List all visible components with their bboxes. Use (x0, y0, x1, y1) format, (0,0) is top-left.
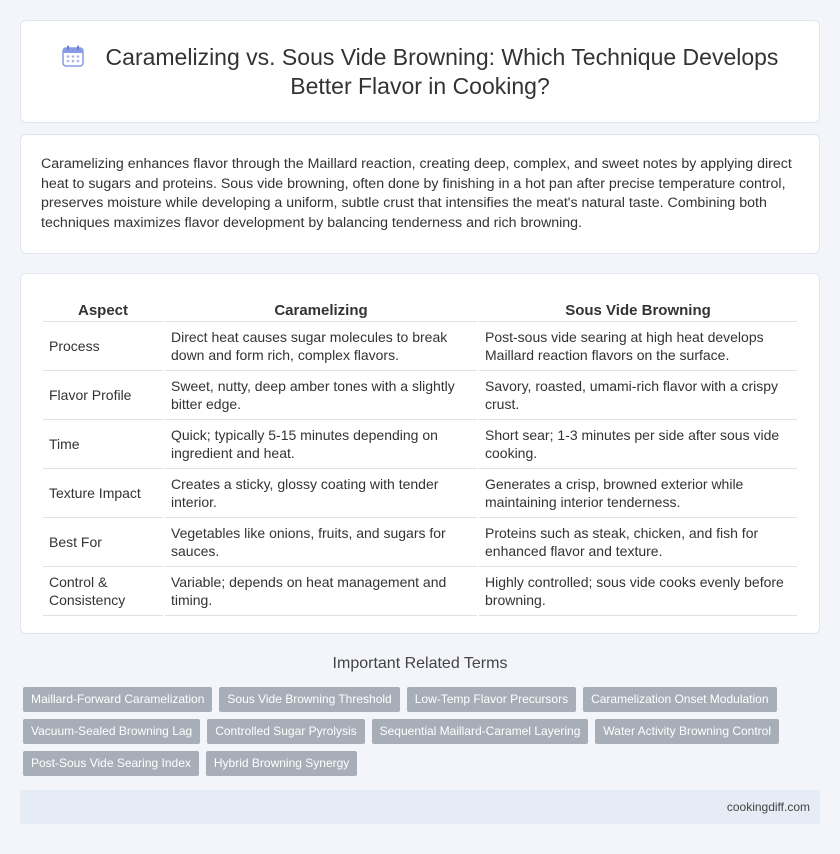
cell-caramelizing: Variable; depends on heat management and timing. (165, 567, 477, 616)
related-terms-title: Important Related Terms (332, 655, 508, 672)
cell-sous-vide: Highly controlled; sous vide cooks evenly before browning. (479, 567, 797, 616)
related-term-tag[interactable]: Sous Vide Browning Threshold (219, 687, 399, 712)
related-term-tag[interactable]: Hybrid Browning Synergy (206, 751, 357, 776)
related-term-tag[interactable]: Controlled Sugar Pyrolysis (207, 719, 364, 744)
related-term-tag[interactable]: Water Activity Browning Control (595, 719, 779, 744)
table-row (43, 322, 797, 371)
header-sous-vide: Sous Vide Browning (479, 296, 797, 322)
comparison-card (20, 273, 820, 634)
table-row (43, 518, 797, 567)
title-card (20, 20, 820, 123)
intro-card (20, 134, 820, 254)
intro-paragraph: Caramelizing enhances flavor through the Maillard reaction, creating deep, complex, and sweet notes by applying direct heat to sugars and proteins. Sous vide browning, often done by finishing in a hot pan after precise temperature control, preserves moisture while developing a uniform, subtle crust that intensifies the meat's natural taste. Combining both techniques maximizes flavor development by balancing tenderness and rich browning. (41, 156, 792, 231)
table-row (43, 420, 797, 469)
cell-sous-vide: Post-sous vide searing at high heat develops Maillard reaction flavors on the surface. (479, 322, 797, 371)
page-title-wrap (21, 43, 819, 101)
cell-aspect: Flavor Profile (43, 371, 163, 420)
related-terms-list (23, 687, 803, 783)
comparison-table (41, 296, 799, 616)
related-term-tag[interactable]: Vacuum-Sealed Browning Lag (23, 719, 200, 744)
table-row (43, 371, 797, 420)
footer-site-link[interactable]: cookingdiff.com (726, 800, 810, 814)
table-row (43, 469, 797, 518)
cell-aspect: Process (43, 322, 163, 371)
related-term-tag[interactable]: Post-Sous Vide Searing Index (23, 751, 199, 776)
related-term-tag[interactable]: Low-Temp Flavor Precursors (407, 687, 576, 712)
related-term-tag[interactable]: Caramelization Onset Modulation (583, 687, 776, 712)
cell-sous-vide: Savory, roasted, umami-rich flavor with a crispy crust. (479, 371, 797, 420)
cell-caramelizing: Creates a sticky, glossy coating with tender interior. (165, 469, 477, 518)
cell-caramelizing: Quick; typically 5-15 minutes depending on ingredient and heat. (165, 420, 477, 469)
calendar-icon (62, 45, 84, 67)
page-title: Caramelizing vs. Sous Vide Browning: Which Technique Develops Better Flavor in Cooking? (105, 44, 779, 99)
cell-sous-vide: Proteins such as steak, chicken, and fish for enhanced flavor and texture. (479, 518, 797, 567)
footer (20, 790, 820, 824)
cell-sous-vide: Short sear; 1-3 minutes per side after sous vide cooking. (479, 420, 797, 469)
cell-caramelizing: Sweet, nutty, deep amber tones with a slightly bitter edge. (165, 371, 477, 420)
cell-aspect: Best For (43, 518, 163, 567)
cell-aspect: Texture Impact (43, 469, 163, 518)
table-row (43, 567, 797, 616)
related-term-tag[interactable]: Sequential Maillard-Caramel Layering (372, 719, 589, 744)
related-term-tag[interactable]: Maillard-Forward Caramelization (23, 687, 212, 712)
cell-aspect: Time (43, 420, 163, 469)
cell-caramelizing: Direct heat causes sugar molecules to break down and form rich, complex flavors. (165, 322, 477, 371)
cell-sous-vide: Generates a crisp, browned exterior while maintaining interior tenderness. (479, 469, 797, 518)
table-header-row (43, 296, 797, 322)
header-aspect: Aspect (43, 296, 163, 322)
header-caramelizing: Caramelizing (165, 296, 477, 322)
cell-caramelizing: Vegetables like onions, fruits, and sugars for sauces. (165, 518, 477, 567)
cell-aspect: Control & Consistency (43, 567, 163, 616)
